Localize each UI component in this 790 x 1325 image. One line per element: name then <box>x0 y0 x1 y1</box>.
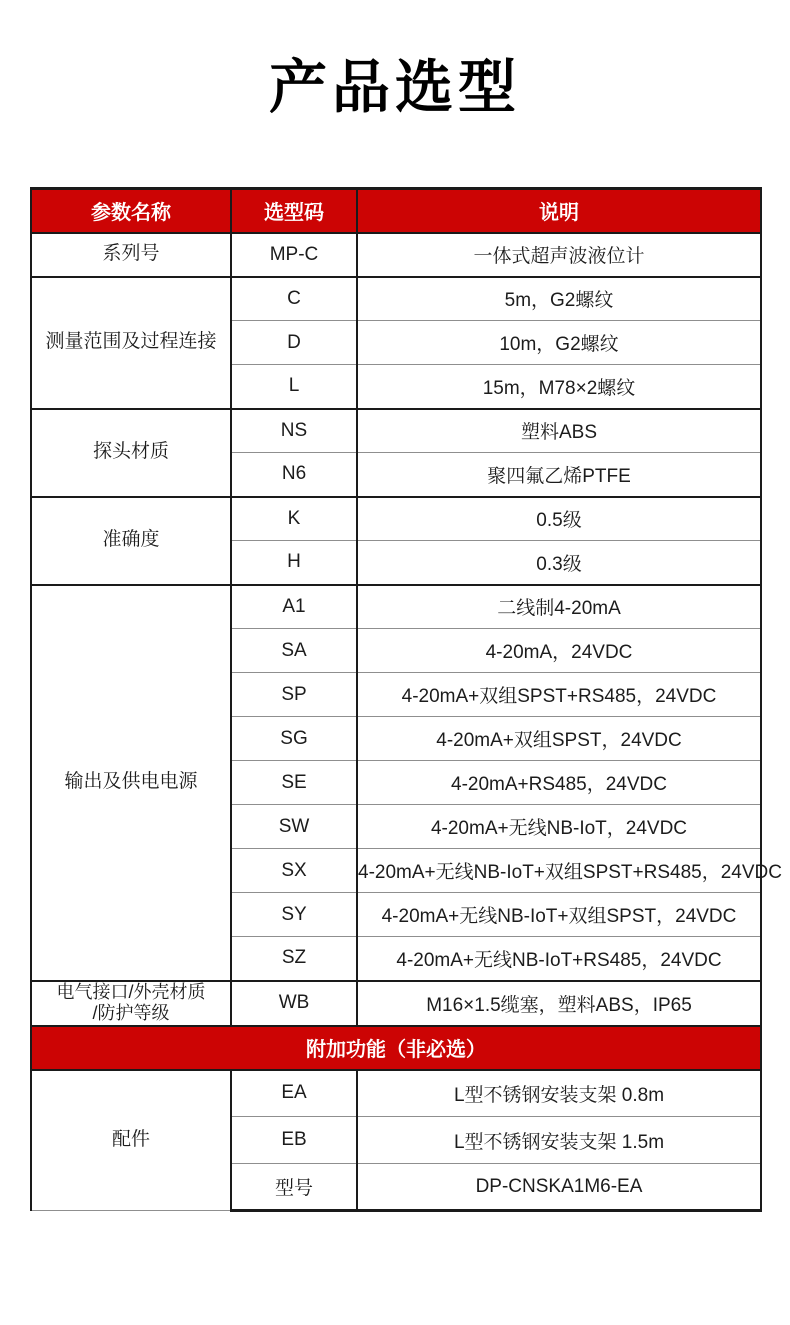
param-cell <box>31 1070 231 1211</box>
desc-cell: 4-20mA，24VDC <box>357 629 761 673</box>
code-cell: EA <box>231 1070 357 1117</box>
desc-cell: 4-20mA+无线NB-IoT+双组SPST，24VDC <box>357 893 761 937</box>
desc-cell: 聚四氟乙烯PTFE <box>357 453 761 497</box>
code-cell: SG <box>231 717 357 761</box>
desc-cell: 5m，G2螺纹 <box>357 277 761 321</box>
param-cell <box>31 233 231 277</box>
code-cell: SE <box>231 761 357 805</box>
param-cell <box>31 497 231 585</box>
table-row <box>31 497 761 541</box>
code-cell: C <box>231 277 357 321</box>
table-row <box>31 981 761 1026</box>
code-cell: SY <box>231 893 357 937</box>
param-line: 系列号 <box>102 243 160 265</box>
table-header-row <box>31 189 761 233</box>
desc-cell: 4-20mA+RS485，24VDC <box>357 761 761 805</box>
col-header-selection-code: 选型码 <box>231 189 357 233</box>
desc-cell: 0.3级 <box>357 541 761 585</box>
code-cell: 型号 <box>231 1164 357 1211</box>
code-cell: WB <box>231 981 357 1026</box>
desc-cell: L型不锈钢安装支架 1.5m <box>357 1117 761 1164</box>
code-cell: NS <box>231 409 357 453</box>
param-line: 电气接口/外壳材质 <box>56 981 206 1002</box>
param-line: 测量范围及过程连接 <box>45 331 217 353</box>
desc-cell: 二线制4-20mA <box>357 585 761 629</box>
param-line: /防护等级 <box>92 1003 170 1024</box>
param-cell <box>31 585 231 981</box>
page <box>0 40 790 1325</box>
desc-cell: 10m，G2螺纹 <box>357 321 761 365</box>
desc-cell: 一体式超声波液位计 <box>357 233 761 277</box>
desc-cell: 0.5级 <box>357 497 761 541</box>
table-row <box>31 585 761 629</box>
col-header-param-name: 参数名称 <box>31 189 231 233</box>
param-line: 配件 <box>111 1129 150 1151</box>
col-header-description: 说明 <box>357 189 761 233</box>
code-cell: SA <box>231 629 357 673</box>
table-row <box>31 1070 761 1117</box>
code-cell: K <box>231 497 357 541</box>
code-cell: H <box>231 541 357 585</box>
param-cell <box>31 277 231 409</box>
code-cell: SZ <box>231 937 357 981</box>
code-cell: N6 <box>231 453 357 497</box>
code-cell: A1 <box>231 585 357 629</box>
param-line: 探头材质 <box>92 441 169 463</box>
param-line: 准确度 <box>102 529 160 551</box>
table-row <box>31 233 761 277</box>
code-cell: SX <box>231 849 357 893</box>
code-cell: L <box>231 365 357 409</box>
desc-cell: 4-20mA+双组SPST，24VDC <box>357 717 761 761</box>
desc-cell: L型不锈钢安装支架 0.8m <box>357 1070 761 1117</box>
page-title: 产品选型 <box>268 55 521 120</box>
table-row <box>31 277 761 321</box>
param-line: 输出及供电电源 <box>64 771 198 793</box>
code-cell: EB <box>231 1117 357 1164</box>
desc-cell: 4-20mA+无线NB-IoT+RS485，24VDC <box>357 937 761 981</box>
desc-cell: 4-20mA+无线NB-IoT，24VDC <box>357 805 761 849</box>
param-cell <box>31 409 231 497</box>
desc-cell: 塑料ABS <box>357 409 761 453</box>
code-cell: SW <box>231 805 357 849</box>
param-cell <box>31 981 231 1026</box>
desc-cell: M16×1.5缆塞，塑料ABS，IP65 <box>357 981 761 1026</box>
table-row <box>31 409 761 453</box>
product-selection-table <box>30 187 782 1212</box>
code-cell: SP <box>231 673 357 717</box>
code-cell: MP-C <box>231 233 357 277</box>
desc-cell: 15m，M78×2螺纹 <box>357 365 761 409</box>
desc-cell: 4-20mA+无线NB-IoT+双组SPST+RS485，24VDC <box>357 849 761 893</box>
desc-cell: 4-20mA+双组SPST+RS485，24VDC <box>357 673 761 717</box>
section-bar: 附加功能（非必选） <box>31 1026 761 1070</box>
desc-cell: DP-CNSKA1M6-EA <box>357 1164 761 1211</box>
code-cell: D <box>231 321 357 365</box>
section-bar-row <box>31 1026 761 1070</box>
